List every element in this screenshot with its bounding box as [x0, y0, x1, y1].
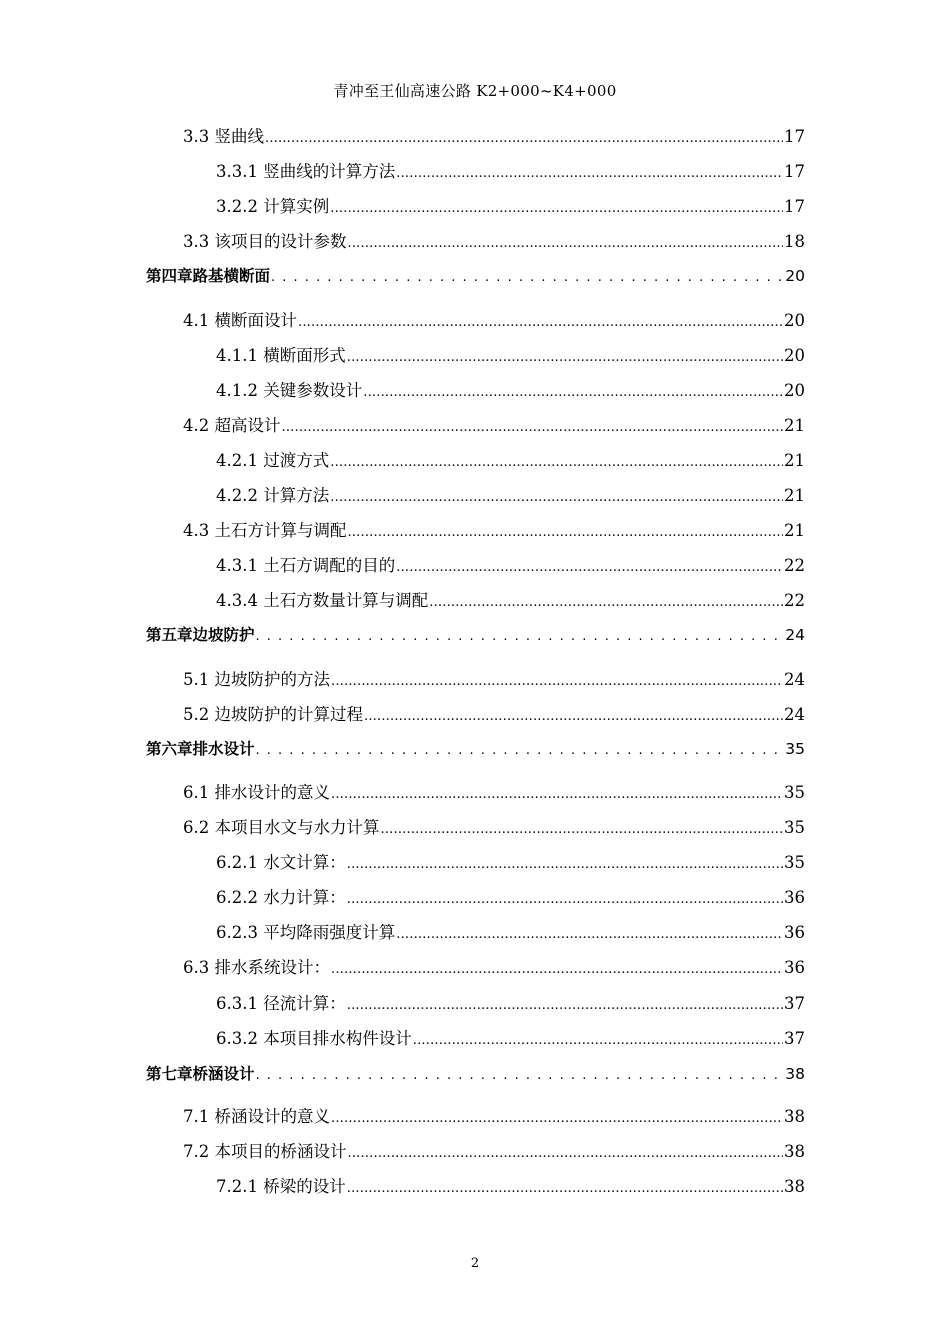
toc-entry[interactable]	[216, 160, 805, 184]
toc-entry[interactable]	[216, 886, 805, 910]
toc-dot-leader	[364, 703, 783, 727]
toc-entry-label: 3.3.1 竖曲线的计算方法	[216, 162, 396, 181]
toc-entry-page: 36	[784, 888, 805, 907]
toc-dot-leader	[331, 956, 783, 980]
toc-entry-label: 4.1 横断面设计	[183, 311, 297, 330]
toc-entry[interactable]	[216, 851, 805, 875]
toc-dot-leader	[363, 379, 783, 403]
toc-entry[interactable]	[216, 1027, 805, 1051]
toc-entry-page: 20	[784, 346, 805, 365]
toc-entry-page: 24	[784, 670, 805, 689]
toc-entry-label: 3.2.2 计算实例	[216, 197, 330, 216]
toc-entry-label: 第七章桥涵设计	[146, 1065, 255, 1083]
toc-entry-page: 35	[784, 818, 805, 837]
toc-entry[interactable]	[183, 1105, 805, 1129]
toc-entry-label: 7.1 桥涵设计的意义	[183, 1107, 330, 1126]
toc-entry-page: 21	[784, 521, 805, 540]
toc-entry[interactable]	[183, 125, 805, 149]
toc-entry-label: 6.3 排水系统设计：	[183, 958, 330, 977]
page-number: 2	[470, 1256, 480, 1271]
toc-dot-leader	[256, 737, 785, 761]
toc-entry-page: 21	[784, 486, 805, 505]
toc-dot-leader	[348, 1140, 784, 1164]
toc-entry-page: 17	[784, 127, 805, 146]
toc-dot-leader	[256, 623, 785, 647]
toc-dot-leader	[381, 816, 784, 840]
toc-entry-page: 22	[784, 591, 805, 610]
toc-entry[interactable]	[216, 484, 805, 508]
toc-entry[interactable]	[216, 449, 805, 473]
toc-chapter-entry[interactable]	[146, 623, 805, 647]
toc-entry-label: 4.2.2 计算方法	[216, 486, 330, 505]
toc-entry-page: 38	[784, 1177, 805, 1196]
toc-entry[interactable]	[216, 589, 805, 613]
toc-dot-leader	[396, 921, 783, 945]
toc-entry-label: 第五章边坡防护	[146, 626, 255, 644]
toc-dot-leader	[347, 851, 783, 875]
toc-dot-leader	[330, 195, 783, 219]
toc-dot-leader	[330, 449, 783, 473]
toc-entry-label: 3.3 竖曲线	[183, 127, 264, 146]
toc-entry-label: 5.1 边坡防护的方法	[183, 670, 330, 689]
toc-entry[interactable]	[183, 668, 805, 692]
toc-dot-leader	[330, 484, 783, 508]
toc-entry-page: 36	[784, 958, 805, 977]
toc-dot-leader	[347, 344, 783, 368]
toc-entry-page: 17	[784, 197, 805, 216]
toc-entry-label: 6.1 排水设计的意义	[183, 783, 330, 802]
toc-dot-leader	[348, 230, 784, 254]
toc-entry[interactable]	[216, 1175, 805, 1199]
toc-entry-label: 4.3.4 土石方数量计算与调配	[216, 591, 429, 610]
toc-dot-leader	[396, 160, 783, 184]
toc-entry-label: 6.2 本项目水文与水力计算	[183, 818, 380, 837]
toc-entry[interactable]	[183, 519, 805, 543]
toc-entry-page: 37	[784, 1029, 805, 1048]
toc-entry-page: 20	[785, 267, 805, 285]
toc-entry[interactable]	[216, 195, 805, 219]
toc-entry-label: 第四章路基横断面	[146, 267, 271, 285]
toc-entry-page: 36	[784, 923, 805, 942]
toc-entry-label: 6.2.2 水力计算：	[216, 888, 346, 907]
toc-dot-leader	[347, 1175, 783, 1199]
toc-entry[interactable]	[183, 230, 805, 254]
toc-entry-label: 6.2.3 平均降雨强度计算	[216, 923, 396, 942]
toc-chapter-entry[interactable]	[146, 1062, 805, 1086]
toc-entry-label: 4.2.1 过渡方式	[216, 451, 330, 470]
toc-dot-leader	[331, 668, 783, 692]
toc-entry-label: 6.3.1 径流计算：	[216, 994, 346, 1013]
toc-entry-page: 20	[784, 381, 805, 400]
toc-entry-label: 6.2.1 水文计算：	[216, 853, 346, 872]
toc-entry[interactable]	[216, 921, 805, 945]
toc-entry-page: 17	[784, 162, 805, 181]
toc-entry-label: 4.1.1 横断面形式	[216, 346, 346, 365]
toc-dot-leader	[396, 554, 783, 578]
page-header: 青冲至王仙高速公路 K2+000~K4+000	[333, 82, 617, 100]
toc-entry-page: 24	[785, 626, 805, 644]
toc-entry[interactable]	[216, 379, 805, 403]
toc-entry-page: 24	[784, 705, 805, 724]
toc-entry-page: 18	[784, 232, 805, 251]
toc-dot-leader	[348, 519, 784, 543]
toc-entry-label: 4.2 超高设计	[183, 416, 281, 435]
toc-entry-page: 38	[784, 1107, 805, 1126]
toc-entry-page: 20	[784, 311, 805, 330]
toc-entry-page: 21	[784, 451, 805, 470]
toc-entry-page: 35	[785, 740, 805, 758]
toc-entry-page: 22	[784, 556, 805, 575]
toc-entry-page: 38	[785, 1065, 805, 1083]
toc-entry[interactable]	[216, 554, 805, 578]
toc-dot-leader	[282, 414, 784, 438]
toc-entry-label: 5.2 边坡防护的计算过程	[183, 705, 363, 724]
toc-entry-page: 35	[784, 783, 805, 802]
toc-entry-label: 4.1.2 关键参数设计	[216, 381, 363, 400]
toc-dot-leader	[347, 886, 783, 910]
toc-entry-label: 7.2 本项目的桥涵设计	[183, 1142, 347, 1161]
toc-entry-page: 21	[784, 416, 805, 435]
toc-dot-leader	[271, 264, 784, 288]
toc-entry-page: 37	[784, 994, 805, 1013]
toc-entry[interactable]	[183, 1140, 805, 1164]
toc-entry[interactable]	[183, 816, 805, 840]
toc-entry[interactable]	[183, 414, 805, 438]
toc-entry[interactable]	[183, 956, 805, 980]
toc-entry-page: 35	[784, 853, 805, 872]
toc-dot-leader	[298, 309, 783, 333]
toc-entry[interactable]	[216, 992, 805, 1016]
toc-entry[interactable]	[216, 344, 805, 368]
toc-entry[interactable]	[183, 781, 805, 805]
toc-entry-label: 3.3 该项目的设计参数	[183, 232, 347, 251]
toc-dot-leader	[331, 781, 783, 805]
toc-dot-leader	[413, 1027, 783, 1051]
toc-dot-leader	[331, 1105, 783, 1129]
toc-entry-label: 6.3.2 本项目排水构件设计	[216, 1029, 412, 1048]
toc-entry-label: 第六章排水设计	[146, 740, 255, 758]
toc-dot-leader	[256, 1062, 785, 1086]
toc-entry[interactable]	[183, 309, 805, 333]
toc-entry-label: 4.3.1 土石方调配的目的	[216, 556, 396, 575]
toc-entry-page: 38	[784, 1142, 805, 1161]
toc-dot-leader	[265, 125, 783, 149]
toc-dot-leader	[347, 992, 783, 1016]
toc-entry-label: 7.2.1 桥梁的设计	[216, 1177, 346, 1196]
toc-dot-leader	[429, 589, 783, 613]
toc-entry[interactable]	[183, 703, 805, 727]
toc-entry-label: 4.3 土石方计算与调配	[183, 521, 347, 540]
toc-chapter-entry[interactable]	[146, 737, 805, 761]
toc-chapter-entry[interactable]	[146, 264, 805, 288]
